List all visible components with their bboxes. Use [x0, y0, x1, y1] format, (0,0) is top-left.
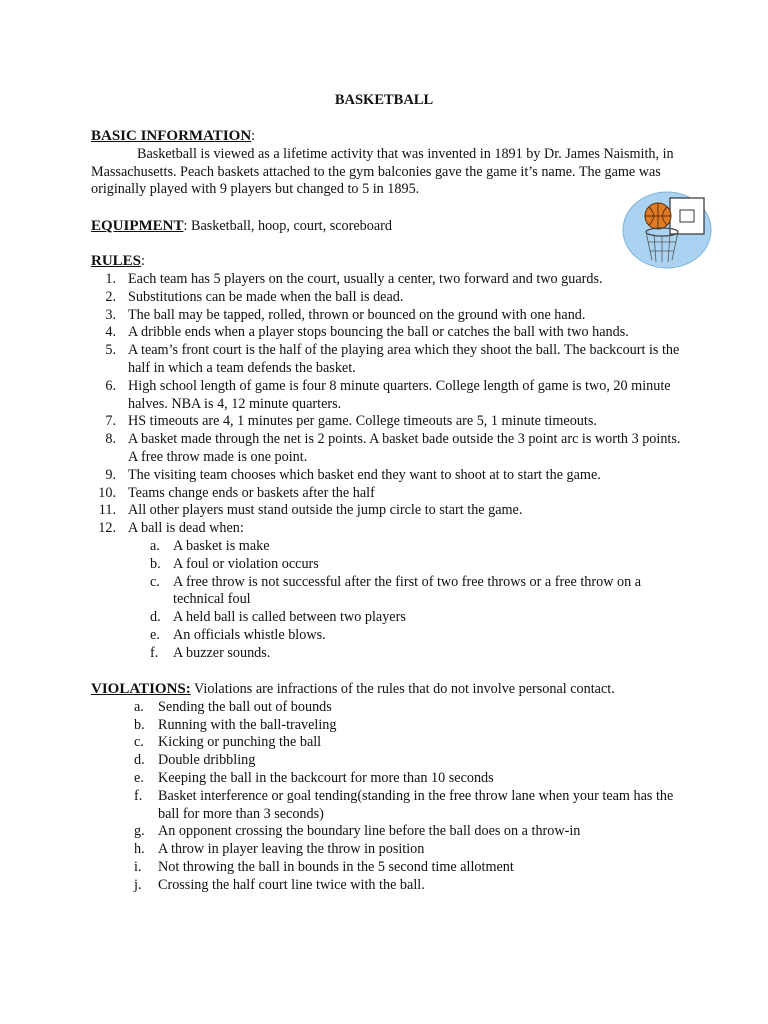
violations-section: [91, 681, 691, 895]
violation-item: c. Kicking or punching the ball: [134, 734, 322, 751]
rule-item: 8. A basket made through the net is 2 points. A basket bade outside the 3 point arc is worth 3 points. A free throw made is one point.: [105, 431, 681, 465]
violation-item: i. Not throwing the ball in bounds in the 5 second time allotment: [134, 858, 514, 875]
basic-information-heading: BASIC INFORMATION: [91, 128, 252, 144]
dead-ball-item: e. An officials whistle blows.: [150, 626, 326, 643]
rule-item: 7. HS timeouts are 4, 1 minutes per game. College timeouts are 5, 1 minute timeouts.: [105, 413, 597, 430]
rules-heading: RULES: [91, 253, 142, 269]
equipment-section: [91, 218, 681, 236]
violation-item: e. Keeping the ball in the backcourt for more than 10 seconds: [134, 769, 494, 786]
violation-item: b. Running with the ball-traveling: [134, 716, 337, 733]
rule-item: 4. A dribble ends when a player stops bouncing the ball or catches the ball with two hands.: [105, 324, 629, 341]
dead-ball-item: f. A buzzer sounds.: [150, 644, 271, 661]
violation-item: a. Sending the ball out of bounds: [134, 698, 332, 715]
violations-heading: VIOLATIONS:: [91, 681, 191, 697]
rule-item: 9. The visiting team chooses which basket end they want to shoot at to start the game.: [105, 466, 601, 483]
violation-item: g. An opponent crossing the boundary line before the ball does on a throw-in: [134, 823, 581, 840]
rules-list: [83, 271, 683, 538]
violation-item: f. Basket interference or goal tending(standing in the free throw lane when your team has the ball for more than 3 seconds): [134, 787, 674, 822]
basic-information-section: [91, 128, 681, 199]
dead-ball-item: a. A basket is make: [150, 537, 270, 554]
equipment-heading: EQUIPMENT: [91, 218, 184, 234]
rule-item: 10. Teams change ends or baskets after the half: [98, 484, 375, 501]
rules-section: [91, 253, 681, 271]
rule-item: 5. A team’s front court is the half of the playing area which they shoot the ball. The backcourt is the half in which a team defends the basket.: [105, 342, 680, 376]
rule-item: 11. All other players must stand outside the jump circle to start the game.: [98, 502, 523, 519]
rules-list-container: [83, 271, 683, 663]
rule-item: 12. A ball is dead when:: [98, 520, 244, 537]
rule-item: 6. High school length of game is four 8 minute quarters. College length of game is two, 20 minute halves. NBA is 4, 12 minute quarters.: [105, 377, 671, 412]
violation-item: j. Crossing the half court line twice with the ball.: [134, 876, 425, 893]
rule-item: 3. The ball may be tapped, rolled, thrown or bounced on the ground with one hand.: [105, 306, 586, 323]
rule-item: 1. Each team has 5 players on the court, usually a center, two forward and two guards.: [105, 271, 603, 287]
dead-ball-item: c. A free throw is not successful after the first of two free throws or a free throw on a technical foul: [150, 573, 642, 608]
dead-ball-list: [83, 538, 683, 663]
dead-ball-item: b. A foul or violation occurs: [150, 555, 319, 572]
violation-item: h. A throw in player leaving the throw in position: [134, 841, 425, 858]
violations-list: [91, 699, 691, 895]
basic-information-colon: :: [251, 128, 256, 144]
violation-item: d. Double dribbling: [134, 752, 256, 769]
dead-ball-item: d. A held ball is called between two players: [150, 609, 406, 626]
equipment-text: : Basketball, hoop, court, scoreboard: [183, 218, 392, 234]
page-title: BASKETBALL: [334, 92, 434, 108]
rules-colon: :: [141, 253, 145, 269]
violations-intro: Violations are infractions of the rules that do not involve personal contact.: [190, 681, 615, 697]
basic-information-text: Basketball is viewed as a lifetime activity that was invented in 1891 by Dr. James Naismith, in Massachusetts. Peach baskets attached to the gym balconies gave the game it’s name. The game was originally played with 9 players but changed to 5 in 1895.: [91, 145, 674, 198]
rule-item: 2. Substitutions can be made when the ball is dead.: [105, 288, 404, 305]
